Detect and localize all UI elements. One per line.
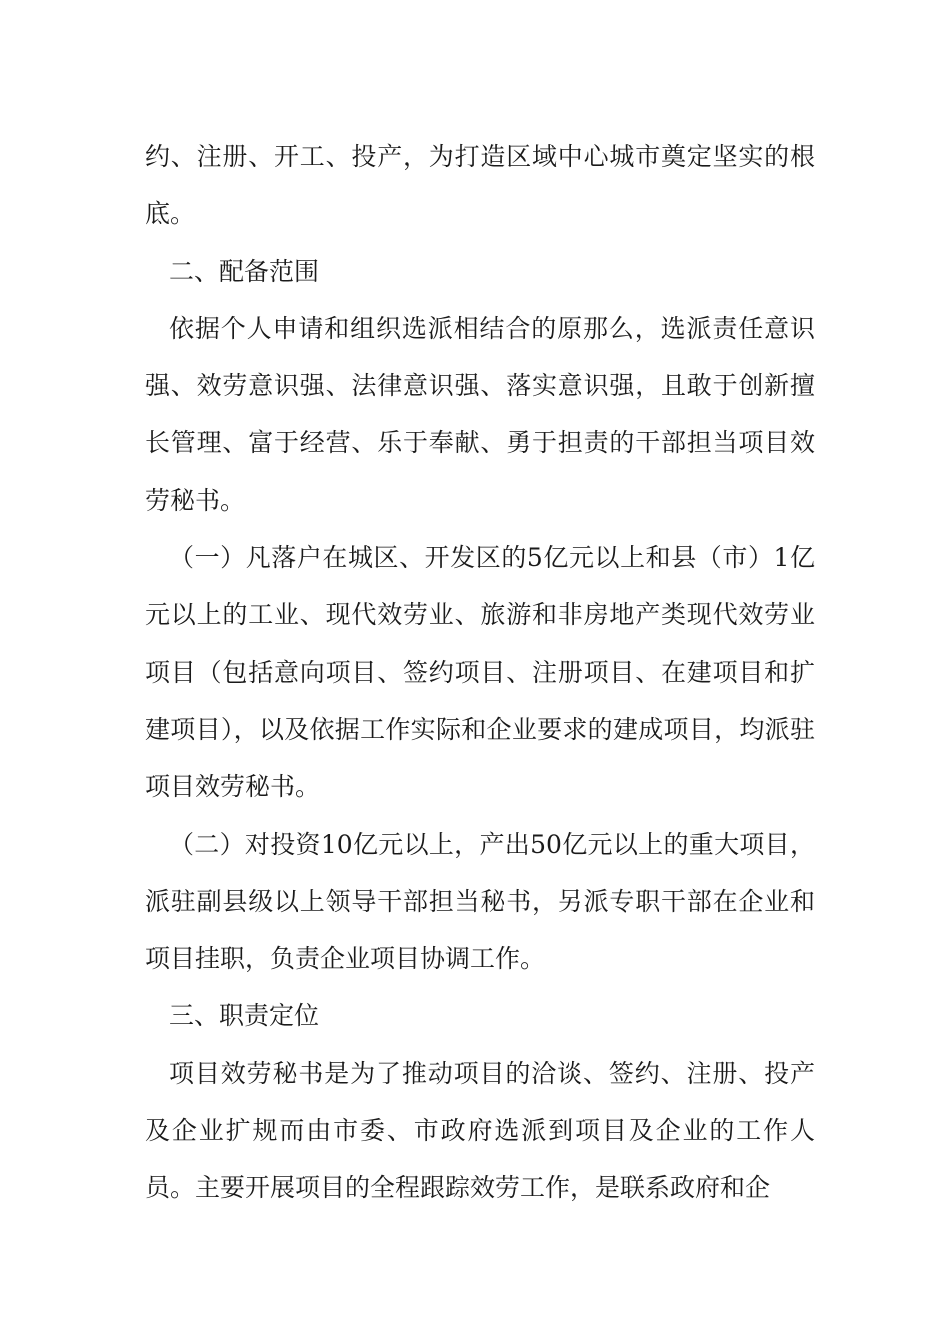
paragraph-selection-criteria: 依据个人申请和组织选派相结合的原那么，选派责任意识强、效劳意识强、法律意识强、落实意识强，且敢于创新擅长管理、富于经营、乐于奉献、勇于担责的干部担当项目效劳秘书。	[145, 313, 815, 515]
document-body	[145, 128, 815, 1217]
paragraph-continued: 约、注册、开工、投产，为打造区域中心城市奠定坚实的根底。	[145, 142, 815, 229]
paragraph-item-one: （一）凡落户在城区、开发区的5亿元以上和县（市）1亿元以上的工业、现代效劳业、旅游和非房地产类现代效劳业项目（包括意向项目、签约项目、注册项目、在建项目和扩建项目），以及依据工作实际和企业要求的建成项目，均派驻项目效劳秘书。	[145, 543, 815, 802]
section-heading-duties: 三、职责定位	[169, 1001, 320, 1031]
paragraph-duties: 项目效劳秘书是为了推动项目的洽谈、签约、注册、投产及企业扩规而由市委、市政府选派到项目及企业的工作人员。主要开展项目的全程跟踪效劳工作，是联系政府和企	[145, 1058, 815, 1203]
section-heading-scope: 二、配备范围	[169, 256, 320, 286]
paragraph-item-two: （二）对投资10亿元以上，产出50亿元以上的重大项目，派驻副县级以上领导干部担当秘书，另派专职干部在企业和项目挂职，负责企业项目协调工作。	[145, 829, 815, 974]
